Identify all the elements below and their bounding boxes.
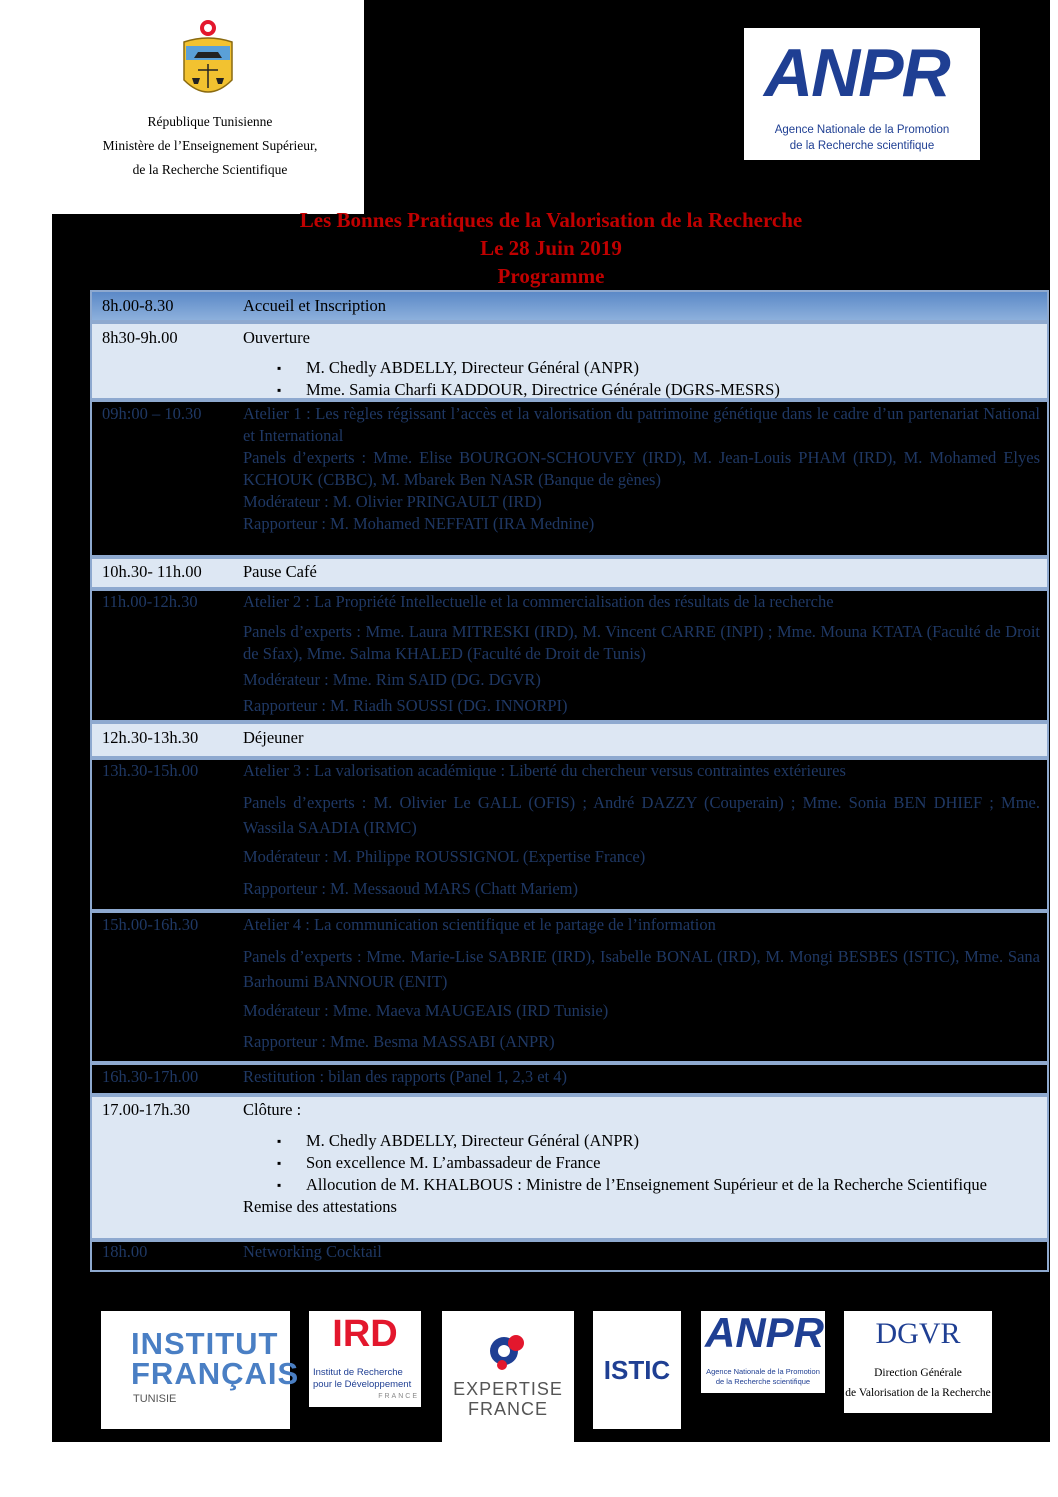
row-line: Atelier 2 : La Propriété Intellectuelle et la commercialisation des résultats de la recherche <box>243 592 834 611</box>
row-line: Rapporteur : M. Messaoud MARS (Chatt Mariem) <box>243 879 579 898</box>
row-line: Rapporteur : M. Riadh SOUSSI (DG. INNORPI) <box>243 696 568 715</box>
ministry-line-3: de la Recherche Scientifique <box>132 162 288 177</box>
row-content <box>243 561 1040 583</box>
ird-letters: IRD <box>332 1313 398 1355</box>
row-line: Modérateur : Mme. Maeva MAUGEAIS (IRD Tunisie) <box>243 1001 609 1020</box>
row-line: Ouverture <box>243 328 310 347</box>
page-margin <box>0 0 52 1497</box>
program-row <box>90 400 1049 557</box>
francais-word: FRANÇAIS <box>131 1356 300 1391</box>
row-line: Atelier 3 : La valorisation académique : Liberté du chercheur versus contraintes extérieures <box>243 761 846 780</box>
row-line: Modérateur : Mme. Rim SAID (DG. DGVR) <box>243 670 541 689</box>
row-line: Pause Café <box>243 562 317 581</box>
row-content <box>243 1066 1040 1088</box>
speaker-item: ▪ Son excellence M. L’ambassadeur de France <box>243 1152 1040 1174</box>
anpr-logo-word: ANPR <box>764 35 949 111</box>
program-row <box>90 911 1049 1063</box>
row-time: 8h.00-8.30 <box>102 296 174 315</box>
anpr-subtitle-line-1: Agence Nationale de la Promotion <box>774 124 950 136</box>
row-line: Panels d’experts : Mme. Laura MITRESKI (IRD), M. Vincent CARRE (INPI) ; Mme. Mouna KTATA (Faculté de Droit de Sfax), Mme. Salma KHALED (Faculté de Droit de Tunis) <box>243 622 1040 663</box>
ministry-line-2: Ministère de l’Enseignement Supérieur, <box>102 138 318 153</box>
anpr-footer-line-1: Agence Nationale de la Promotion <box>706 1367 820 1376</box>
row-content <box>243 327 1040 401</box>
row-line: Panels d’experts : Mme. Elise BOURGON-SCHOUVEY (IRD), M. Jean-Louis PHAM (IRD), M. Mohamed Elyes KCHOUK (CBBC), M. Mbarek Ben NASR (Banque de gènes) <box>243 448 1040 489</box>
istic-logo <box>593 1311 681 1429</box>
row-line: Panels d’experts : Mme. Marie-Lise SABRIE (IRD), Isabelle BONAL (IRD), M. Mongi BESBES (ISTIC), Mme. Sana Barhoumi BANNOUR (ENIT) <box>243 947 1040 991</box>
program-row <box>90 722 1049 758</box>
ird-logo <box>309 1311 421 1407</box>
dgvr-line-2: de Valorisation de la Recherche <box>845 1387 991 1399</box>
row-content <box>243 295 1040 317</box>
row-content <box>243 727 1040 749</box>
row-line: Panels d’experts : M. Olivier Le GALL (OFIS) ; André DAZZY (Couperain) ; Mme. Sonia BEN DHIEF ; Mme. Wassila SAADIA (IRMC) <box>243 793 1040 837</box>
row-line: Déjeuner <box>243 728 304 747</box>
event-title: Les Bonnes Pratiques de la Valorisation de la Recherche <box>299 208 803 232</box>
dgvr-logo <box>844 1311 992 1413</box>
row-line: Clôture : <box>243 1100 302 1119</box>
row-time: 15h.00-16h.30 <box>102 915 199 934</box>
speaker-item: ▪ Mme. Samia Charfi KADDOUR, Directrice Générale (DGRS-MESRS) <box>243 379 1040 401</box>
row-time: 8h30-9h.00 <box>102 328 178 347</box>
ministry-line-1: République Tunisienne <box>147 114 273 129</box>
anpr-subtitle <box>744 122 980 154</box>
row-content <box>243 914 1040 1053</box>
row-time: 18h.00 <box>102 1242 148 1261</box>
ird-line-1: Institut de Recherche <box>313 1367 403 1378</box>
institut-francais-logo <box>101 1311 300 1429</box>
anpr-header-logo <box>744 28 980 160</box>
row-line: Restitution : bilan des rapports (Panel 1, 2,3 et 4) <box>243 1067 567 1086</box>
expertise-word: EXPERTISE <box>453 1379 563 1399</box>
page-footer-margin <box>0 1442 1058 1497</box>
row-line: Rapporteur : M. Mohamed NEFFATI (IRA Mednine) <box>243 514 595 533</box>
row-time: 11h.00-12h.30 <box>102 592 198 611</box>
row-time: 17.00-17h.30 <box>102 1100 190 1119</box>
program-heading: Programme <box>497 264 605 288</box>
ird-line-3: FRANCE <box>378 1393 419 1400</box>
row-content <box>243 591 1040 717</box>
row-line: Atelier 4 : La communication scientifique et le partage de l’information <box>243 915 716 934</box>
speaker-item: ▪ M. Chedly ABDELLY, Directeur Général (ANPR) <box>243 1130 1040 1152</box>
anpr-subtitle-line-2: de la Recherche scientifique <box>789 140 935 152</box>
row-content <box>243 760 1040 900</box>
anpr-footer-line-2: de la Recherche scientifique <box>715 1377 811 1386</box>
program-row <box>90 758 1049 911</box>
row-content <box>243 1099 1040 1218</box>
anpr-footer-word: ANPR <box>705 1309 825 1356</box>
anpr-footer-logo <box>701 1311 825 1393</box>
event-date: Le 28 Juin 2019 <box>480 236 622 260</box>
istic-word: ISTIC <box>603 1355 671 1385</box>
program-row <box>90 1095 1049 1240</box>
tunisie-word: TUNISIE <box>133 1393 177 1405</box>
row-line: Remise des attestations <box>243 1197 397 1216</box>
row-time: 10h.30- 11h.00 <box>102 562 202 581</box>
tunisia-crest-icon <box>178 18 238 108</box>
program-row <box>90 290 1049 322</box>
program-row <box>90 1240 1049 1272</box>
expertise-symbol-icon <box>482 1325 534 1377</box>
row-content <box>243 403 1040 535</box>
program-row <box>90 1063 1049 1095</box>
row-time: 12h.30-13h.30 <box>102 728 199 747</box>
program-row <box>90 557 1049 589</box>
row-line: Modérateur : M. Philippe ROUSSIGNOL (Expertise France) <box>243 847 646 866</box>
row-line: Rapporteur : Mme. Besma MASSABI (ANPR) <box>243 1032 555 1051</box>
row-time: 09h:00 – 10.30 <box>102 404 202 423</box>
row-time: 16h.30-17h.00 <box>102 1067 199 1086</box>
row-line: Atelier 1 : Les règles régissant l’accès et la valorisation du patrimoine génétique dans le cadre d’un partenariat National et International <box>243 404 1040 445</box>
row-time: 13h.30-15h.00 <box>102 761 199 780</box>
dgvr-line-1: Direction Générale <box>874 1367 962 1379</box>
institut-word: INSTITUT <box>131 1326 279 1361</box>
speaker-list <box>243 1130 1040 1196</box>
speaker-list <box>243 357 1040 401</box>
speaker-item: ▪ M. Chedly ABDELLY, Directeur Général (ANPR) <box>243 357 1040 379</box>
france-word: FRANCE <box>467 1399 548 1419</box>
row-line: Accueil et Inscription <box>243 296 386 315</box>
anpr-logo-text <box>764 35 949 111</box>
row-line: Networking Cocktail <box>243 1242 382 1261</box>
speaker-item: ▪ Allocution de M. KHALBOUS : Ministre de l’Enseignement Supérieur et de la Recherche Scientifique <box>243 1174 1040 1196</box>
program-row <box>90 322 1049 400</box>
program-row <box>90 589 1049 722</box>
row-content <box>243 1241 1040 1263</box>
row-line: Modérateur : M. Olivier PRINGAULT (IRD) <box>243 492 542 511</box>
dgvr-letters: DGVR <box>875 1317 961 1350</box>
expertise-france-logo <box>442 1311 574 1442</box>
ird-line-2: pour le Développement <box>313 1379 412 1390</box>
ministry-text <box>60 110 360 182</box>
